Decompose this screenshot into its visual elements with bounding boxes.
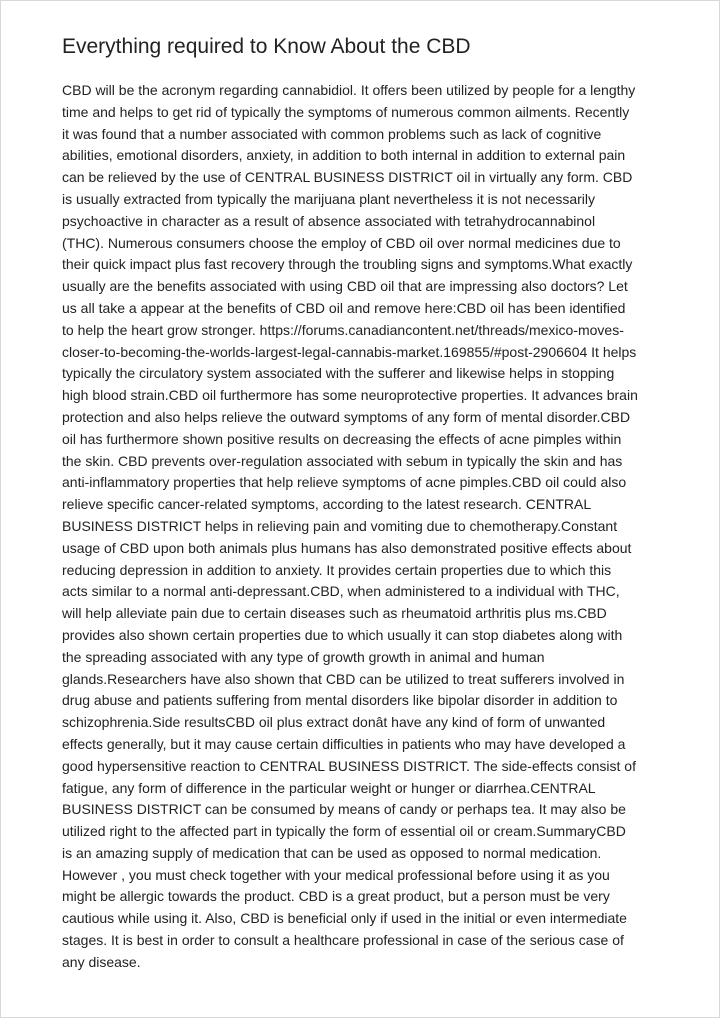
body-line: schizophrenia.Side resultsCBD oil plus extract donât have any kind of form of unwanted xyxy=(62,714,606,731)
body-line: oil has furthermore shown positive results on decreasing the effects of acne pimples within xyxy=(62,430,622,447)
body-line: is usually extracted from typically the marijuana plant nevertheless it is not necessarily xyxy=(62,190,596,207)
body-line: abilities, emotional disorders, anxiety, in addition to both internal in addition to external pain xyxy=(62,147,626,164)
body-line: usage of CBD upon both animals plus humans has also demonstrated positive effects about xyxy=(62,539,632,556)
body-line: any disease. xyxy=(62,953,141,970)
body-line: effects generally, but it may cause certain difficulties in patients who may have developed a xyxy=(62,735,626,752)
body-line: stages. It is best in order to consult a healthcare professional in case of the serious case of xyxy=(62,932,624,949)
body-line: can be relieved by the use of CENTRAL BUSINESS DISTRICT oil in virtually any form. CBD xyxy=(62,169,633,186)
body-line: to help the heart grow stronger. https://forums.canadiancontent.net/threads/mexico-moves- xyxy=(62,321,624,338)
body-line: the spreading associated with any type of growth growth in animal and human xyxy=(62,648,545,665)
body-line: might be allergic towards the product. CBD is a great product, but a person must be very xyxy=(62,888,610,905)
body-line: us all take a appear at the benefits of CBD oil and remove here:CBD oil has been identified xyxy=(62,299,626,316)
body-line: will help alleviate pain due to certain diseases such as rheumatoid arthritis plus ms.CBD xyxy=(62,605,607,622)
body-line: drug abuse and patients suffering from mental disorders like bipolar disorder in addition to xyxy=(62,692,618,709)
body-line: good hypersensitive reaction to CENTRAL BUSINESS DISTRICT. The side-effects consist of xyxy=(62,757,636,774)
body-line: relieve specific cancer-related symptoms, according to the latest research. CENTRAL xyxy=(62,496,592,513)
body-line: However , you must check together with your medical professional before using it as you xyxy=(62,866,610,883)
body-line: psychoactive in character as a result of absence associated with tetrahydrocannabinol xyxy=(62,212,596,229)
body-line: typically the circulatory system associated with the sufferer and likewise helps in stopping xyxy=(62,365,615,382)
body-line: anti-inflammatory properties that help relieve symptoms of acne pimples.CBD oil could also xyxy=(62,474,627,491)
body-line: is an amazing supply of medication that can be used as opposed to normal medication. xyxy=(62,844,602,861)
body-line: BUSINESS DISTRICT helps in relieving pain and vomiting due to chemotherapy.Constant xyxy=(62,517,618,534)
body-line: acts similar to a normal anti-depressant.CBD, when administered to a individual with THC, xyxy=(62,583,620,600)
body-line: (THC). Numerous consumers choose the employ of CBD oil over normal medicines due to xyxy=(62,234,621,251)
document-body xyxy=(62,80,662,974)
body-line: their quick impact plus fast recovery through the troubling signs and symptoms.What exactly xyxy=(62,256,633,273)
body-line: CBD will be the acronym regarding cannabidiol. It offers been utilized by people for a lengthy xyxy=(62,82,636,98)
body-line: protection and also helps relieve the outward symptoms of any form of mental disorder.CBD xyxy=(62,408,631,425)
body-line: the skin. CBD prevents over-regulation associated with sebum in typically the skin and has xyxy=(62,452,623,469)
body-line: closer-to-becoming-the-worlds-largest-legal-cannabis-market.169855/#post-2906604 It helps xyxy=(62,343,637,360)
body-line: usually are the benefits associated with using CBD oil that are impressing also doctors? Let xyxy=(62,278,628,295)
body-line: reducing depression in addition to anxiety. It provides certain properties due to which this xyxy=(62,561,612,578)
body-line: glands.Researchers have also shown that CBD can be utilized to treat sufferers involved in xyxy=(62,670,625,687)
body-line: it was found that a number associated with common problems such as lack of cognitive xyxy=(62,125,602,142)
document-title: Everything required to Know About the CBD xyxy=(62,35,471,58)
body-line: time and helps to get rid of typically the symptoms of numerous common ailments. Recently xyxy=(62,103,630,120)
body-line: provides also shown certain properties due to which usually it can stop diabetes along with xyxy=(62,626,623,643)
body-line: fatigue, any form of difference in the particular weight or hunger or diarrhea.CENTRAL xyxy=(62,779,596,796)
body-line: high blood strain.CBD oil furthermore has some neuroprotective properties. It advances brain xyxy=(62,387,638,404)
body-line: utilized right to the affected part in typically the form of essential oil or cream.SummaryCBD xyxy=(62,823,626,840)
body-line: cautious while using it. Also, CBD is beneficial only if used in the initial or even intermediate xyxy=(62,910,627,927)
body-line: BUSINESS DISTRICT can be consumed by means of candy or perhaps tea. It may also be xyxy=(62,801,626,818)
